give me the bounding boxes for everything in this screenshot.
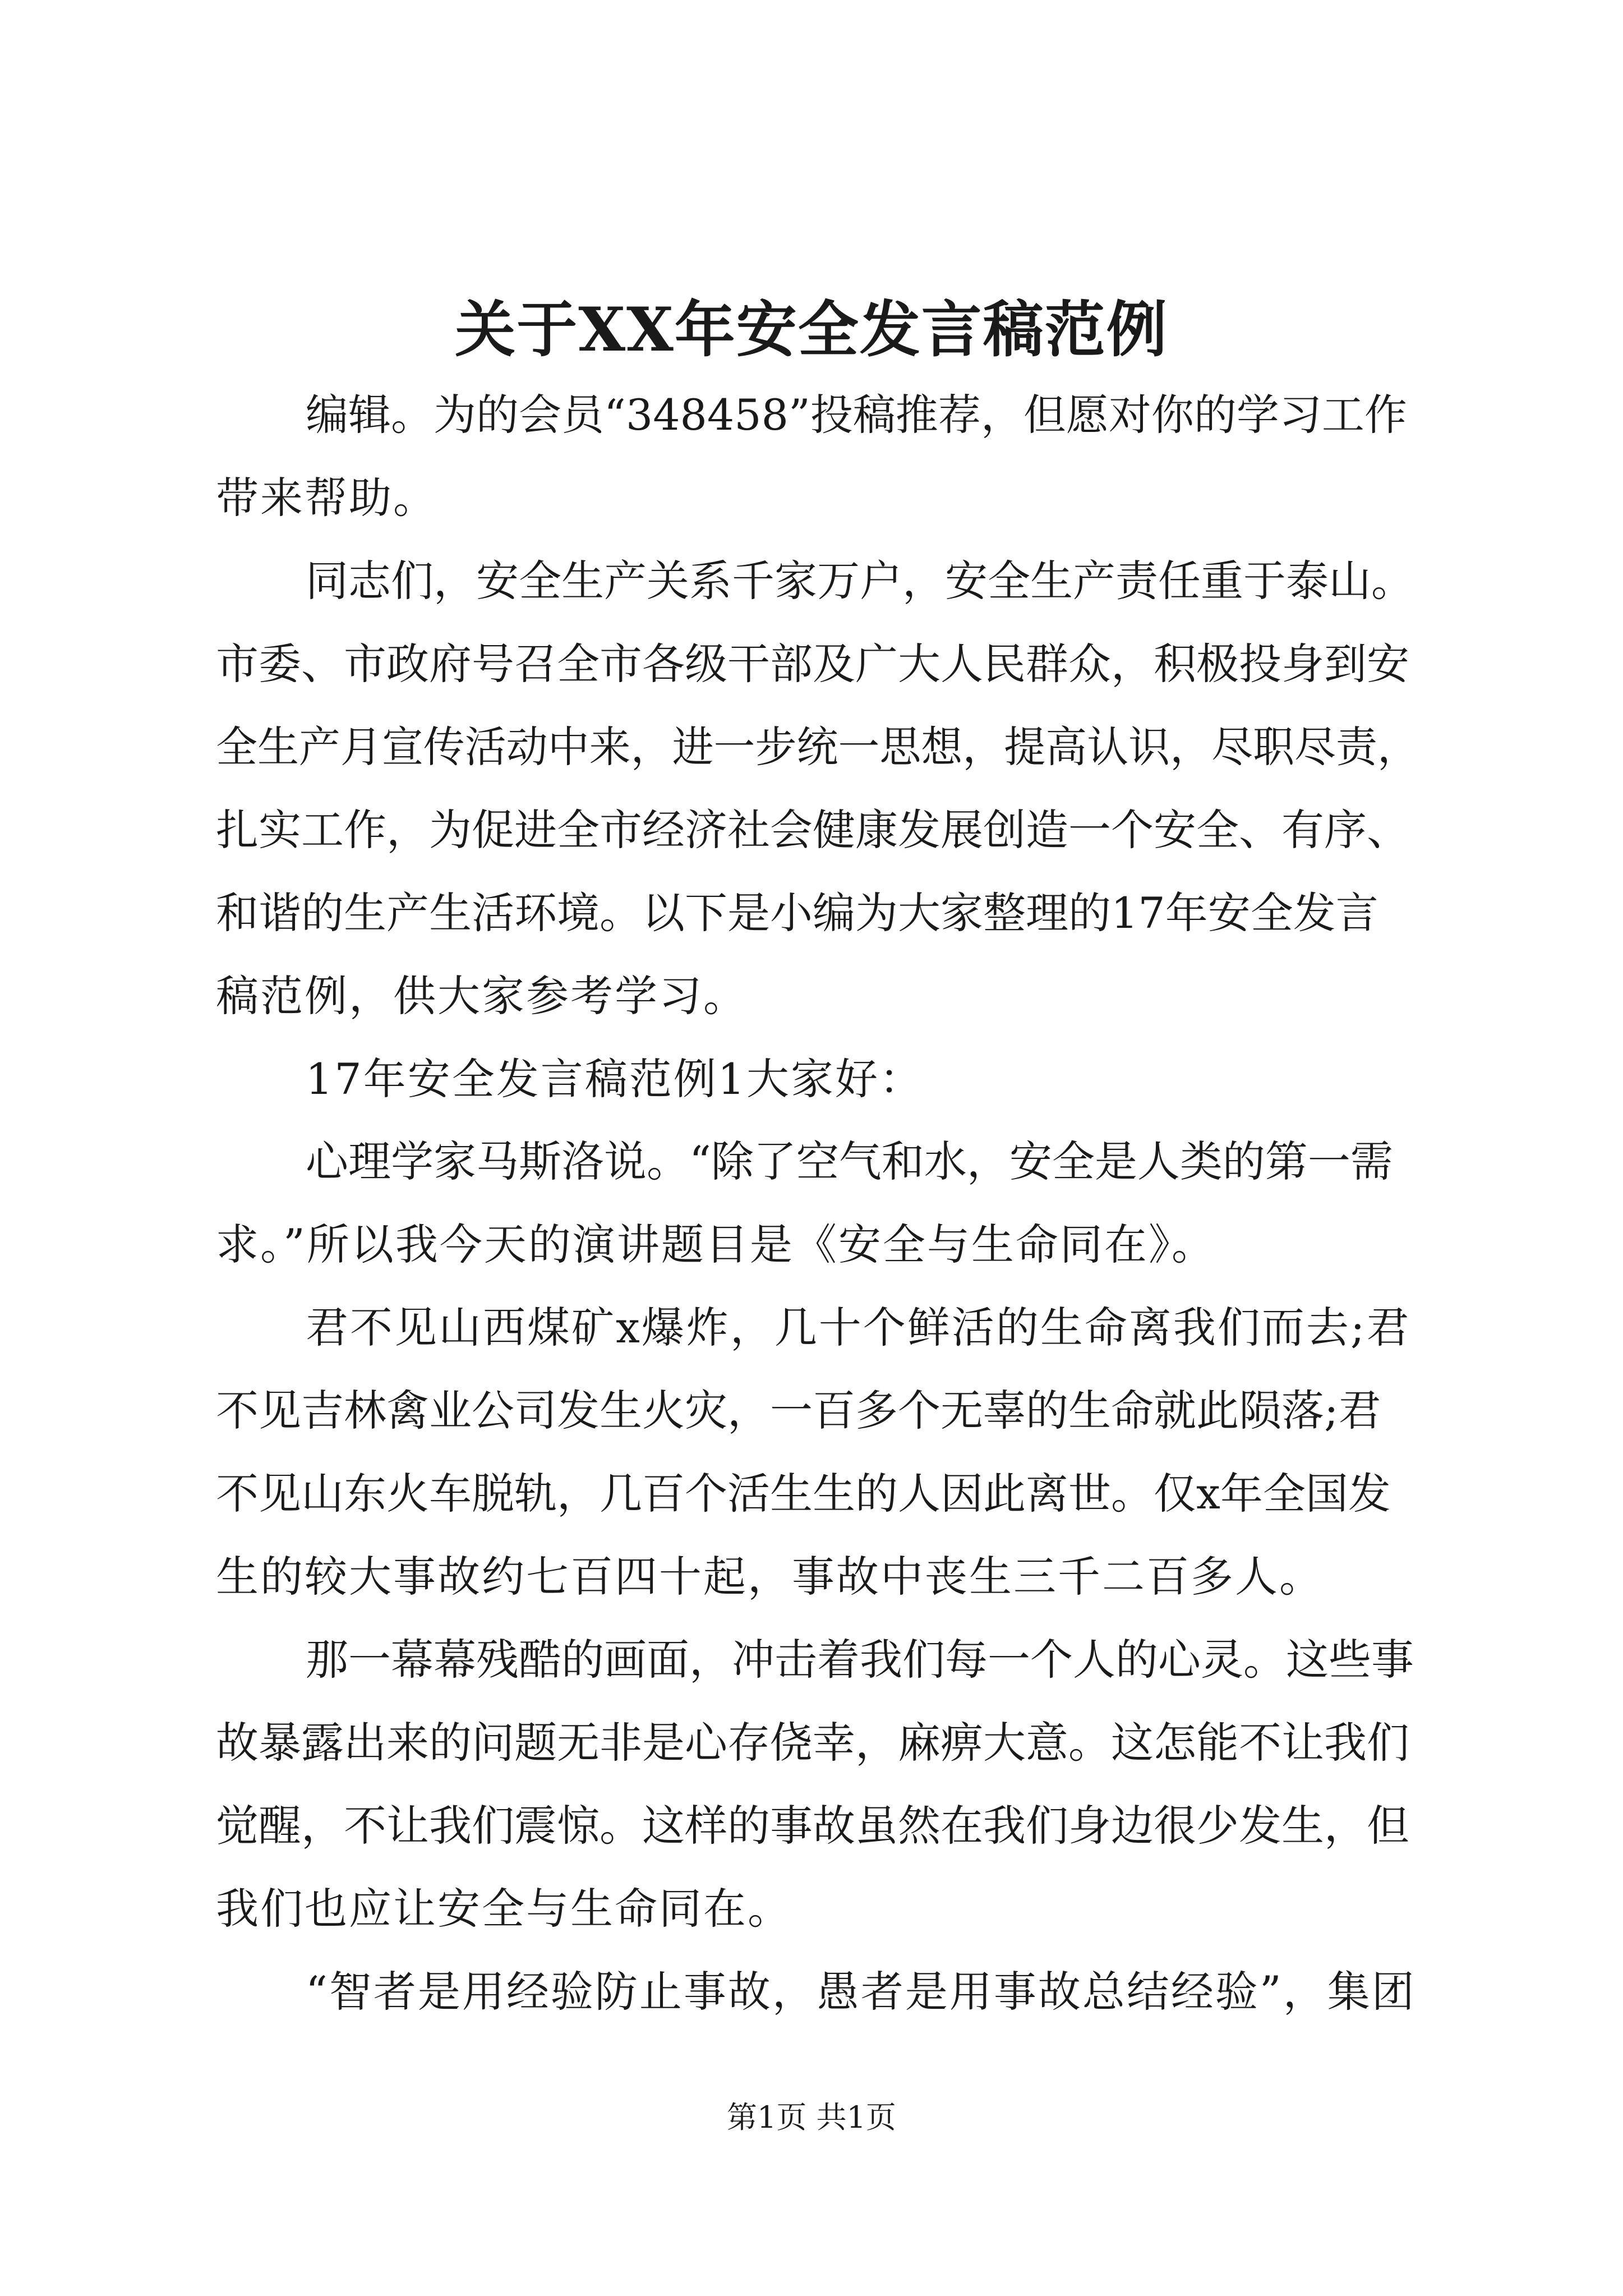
text-line: 17年安全发言稿范例1大家好：	[306, 1054, 924, 1104]
document-title: 关于XX年安全发言稿范例	[455, 295, 1168, 365]
text-line: 心理学家马斯洛说。“除了空气和水，安全是人类的第一需	[306, 1137, 1393, 1186]
text-line: 生的较大事故约七百四十起，事故中丧生三千二百多人。	[216, 1552, 1324, 1602]
text-line: 编辑。为的会员“348458”投稿推荐，但愿对你的学习工作	[306, 390, 1407, 440]
text-line: 我们也应让安全与生命同在。	[216, 1884, 792, 1934]
text-line: 全生产月宣传活动中来，进一步统一思想，提高认识，尽职尽责，	[216, 722, 1419, 772]
text-line: “智者是用经验防止事故，愚者是用事故总结经验”，集团	[306, 1967, 1416, 2017]
text-line: 扎实工作，为促进全市经济社会健康发展创造一个安全、有序、	[216, 805, 1409, 855]
text-line: 君不见山西煤矿x爆炸，几十个鲜活的生命离我们而去;君	[306, 1303, 1411, 1352]
text-line: 带来帮助。	[216, 473, 437, 523]
text-line: 不见山东火车脱轨，几百个活生生的人因此离世。仅x年全国发	[216, 1469, 1391, 1519]
page-footer: 第1页 共1页	[727, 2100, 896, 2135]
text-line: 那一幕幕残酷的画面，冲击着我们每一个人的心灵。这些事	[306, 1635, 1414, 1685]
text-line: 求。”所以我今天的演讲题目是《安全与生命同在》。	[216, 1220, 1216, 1269]
text-line: 稿范例，供大家参考学习。	[216, 971, 748, 1021]
text-line: 和谐的生产生活环境。以下是小编为大家整理的17年安全发言	[216, 888, 1378, 938]
text-line: 同志们，安全生产关系千家万户，安全生产责任重于泰山。	[306, 556, 1414, 606]
text-line: 故暴露出来的问题无非是心存侥幸，麻痹大意。这怎能不让我们	[216, 1718, 1409, 1768]
text-line: 觉醒，不让我们震惊。这样的事故虽然在我们身边很少发生，但	[216, 1801, 1409, 1851]
text-line: 不见吉林禽业公司发生火灾，一百多个无辜的生命就此陨落;君	[216, 1386, 1381, 1435]
text-line: 市委、市政府号召全市各级干部及广大人民群众，积极投身到安	[216, 639, 1409, 689]
